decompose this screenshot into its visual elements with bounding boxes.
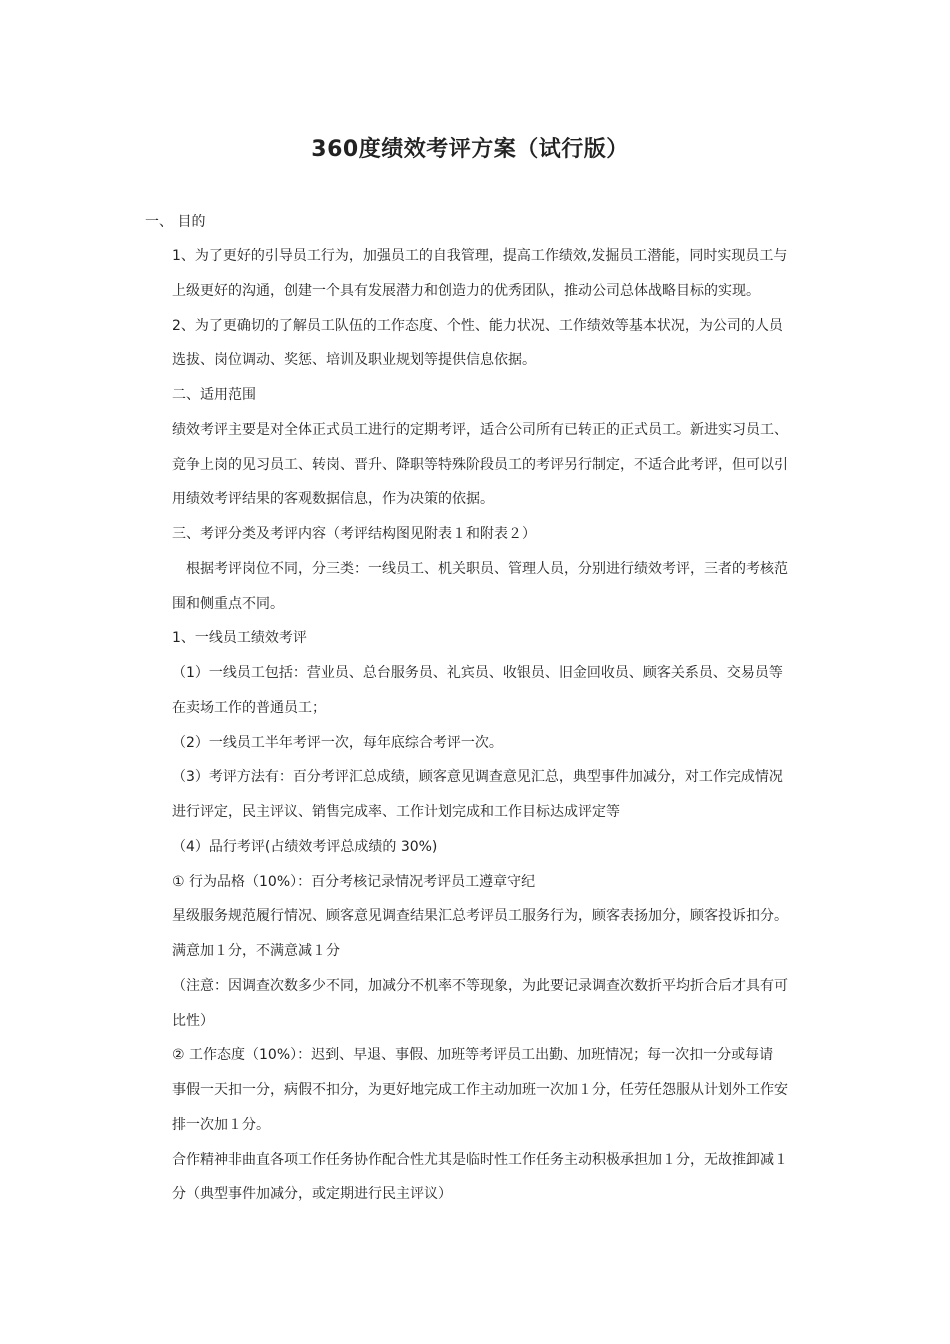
- paragraph-line: 分（典型事件加减分，或定期进行民主评议）: [172, 1186, 452, 1203]
- paragraph-line: 1、为了更好的引导员工行为，加强员工的自我管理，提高工作绩效,发掘员工潜能，同时实现员工与: [172, 248, 788, 264]
- paragraph-line: ② 工作态度（10%）：迟到、早退、事假、加班等考评员工出勤、加班情况；每一次扣一分或每请: [172, 1047, 774, 1064]
- paragraph-line: 星级服务规范履行情况、顾客意见调查结果汇总考评员工服务行为，顾客表扬加分，顾客投诉扣分。: [172, 908, 788, 925]
- paragraph-line: ① 行为品格（10%）：百分考核记录情况考评员工遵章守纪: [172, 873, 536, 890]
- section-heading-classification: 三、考评分类及考评内容（考评结构图见附表１和附表２）: [172, 526, 536, 542]
- section-heading-scope: 二、适用范围: [172, 387, 256, 403]
- paragraph-line: 排一次加１分。: [172, 1116, 270, 1133]
- paragraph-line: 围和侧重点不同。: [172, 595, 284, 612]
- paragraph-line: （2）一线员工半年考评一次，每年底综合考评一次。: [172, 734, 503, 751]
- document-body: [172, 244, 812, 1217]
- paragraph-line: （3）考评方法有：百分考评汇总成绩，顾客意见调查意见汇总，典型事件加减分，对工作完成情况: [172, 769, 783, 786]
- paragraph-line: 上级更好的沟通，创建一个具有发展潜力和创造力的优秀团队，推动公司总体战略目标的实现。: [172, 282, 760, 299]
- paragraph-line: 合作精神非曲直各项工作任务协作配合性尤其是临时性工作任务主动积极承担加１分，无故推卸减１: [172, 1151, 788, 1168]
- document-title: 360度绩效考评方案（试行版）: [311, 137, 629, 162]
- paragraph-line: （4）品行考评(占绩效考评总成绩的 30%): [172, 838, 438, 855]
- paragraph-line: 用绩效考评结果的客观数据信息，作为决策的依据。: [172, 491, 494, 508]
- paragraph-line: （注意：因调查次数多少不同，加减分不机率不等现象，为此要记录调查次数折平均折合后才具有可: [172, 977, 788, 994]
- subheading-frontline-appraisal: 1、一线员工绩效考评: [172, 630, 307, 647]
- paragraph-line: 在卖场工作的普通员工；: [172, 699, 326, 716]
- paragraph-line: 选拔、岗位调动、奖惩、培训及职业规划等提供信息依据。: [172, 352, 536, 369]
- paragraph-line: 根据考评岗位不同，分三类：一线员工、机关职员、管理人员，分别进行绩效考评，三者的考核范: [172, 560, 788, 577]
- paragraph-line: 比性）: [172, 1012, 214, 1029]
- paragraph-line: 满意加１分，不满意减１分: [172, 943, 340, 959]
- paragraph-line: 事假一天扣一分，病假不扣分，为更好地完成工作主动加班一次加１分，任劳任怨服从计划外工作安: [172, 1082, 788, 1098]
- paragraph-line: 进行评定，民主评议、销售完成率、工作计划完成和工作目标达成评定等: [172, 804, 620, 820]
- paragraph-line: 竞争上岗的见习员工、转岗、晋升、降职等特殊阶段员工的考评另行制定，不适合此考评，但可以引: [172, 456, 788, 473]
- section-heading-purpose: 一、 目的: [145, 214, 206, 230]
- paragraph-line: 2、为了更确切的了解员工队伍的工作态度、个性、能力状况、工作绩效等基本状况，为公司的人员: [172, 317, 783, 334]
- paragraph-line: 绩效考评主要是对全体正式员工进行的定期考评，适合公司所有已转正的正式员工。新进实习员工、: [172, 421, 788, 438]
- paragraph-line: （1）一线员工包括：营业员、总台服务员、礼宾员、收银员、旧金回收员、顾客关系员、交易员等: [172, 665, 783, 681]
